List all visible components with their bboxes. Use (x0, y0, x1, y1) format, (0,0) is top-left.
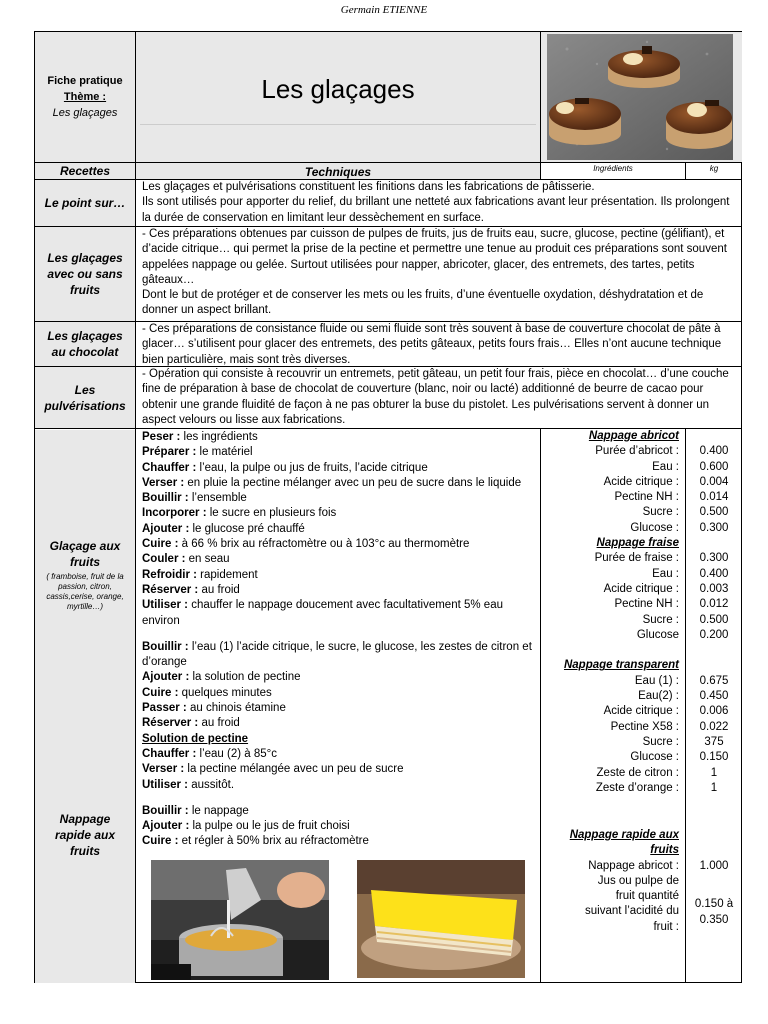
step-verb: Cuire : (142, 686, 179, 699)
step-line (142, 445, 535, 460)
author-name: Germain ETIENNE (340, 4, 428, 16)
fiche-cell (35, 32, 135, 162)
ingredient-qty: 0.022 (699, 720, 729, 733)
step-verb: Refroidir : (142, 568, 197, 581)
ingredient-name: Glucose : (630, 751, 679, 764)
ingredient-qty: 0.150 à 0.350 (694, 898, 734, 926)
step-verb: Ajouter : (142, 522, 190, 535)
ingredients-header: Ingrédients (593, 164, 633, 173)
recipe-labels-column (35, 430, 135, 983)
step-text: et régler à 50% brix au réfractomètre (178, 835, 369, 848)
ingredient-name: Purée d’abricot : (595, 445, 679, 458)
step-line (142, 686, 535, 701)
step-text: quelques minutes (178, 686, 272, 699)
ingredient-qty: 0.300 (699, 521, 729, 534)
glacage-label (35, 538, 135, 612)
step-verb: Utiliser : (142, 599, 189, 612)
step-text: le matériel (196, 446, 253, 459)
title-cell (136, 32, 540, 162)
ingredient-qty: 0.006 (699, 705, 729, 718)
step-text: la pulpe ou le jus de fruit choisi (189, 820, 350, 833)
step-verb: Bouillir : (142, 640, 189, 653)
ingredient-qty: 0.400 (699, 567, 729, 580)
step-verb: Utiliser : (142, 778, 189, 791)
step-text: l’eau, la pulpe ou jus de fruits, l’acide citrique (196, 461, 428, 474)
ingredient-name: Eau (1) : (634, 674, 679, 687)
ingredient-qty: 0.500 (699, 613, 729, 626)
step-verb: Réserver : (142, 583, 199, 596)
step-line (142, 747, 535, 762)
saucepan-photo-icon (151, 860, 329, 980)
quantities2-block (686, 859, 742, 928)
step-line (142, 506, 535, 521)
step-verb: Chauffer : (142, 747, 197, 760)
section-text: - Ces préparations de consistance fluide ou semi fluide sont très souvent à base de couverture chocolat de pâte à glacer… s’utilisent pour glacer des entremets, des petits gâteaux, petits fours frais… Elles n’ont aucune technique bien particulière, mais sont très diverses. (142, 323, 722, 366)
step-line (142, 461, 535, 476)
step-verb: Bouillir : (142, 804, 189, 817)
ingredient-name: Zeste d’orange : (595, 781, 679, 794)
techniques-header-cell (136, 163, 540, 179)
steps-glacage (136, 429, 541, 851)
ingredient-name: Pectine NH : (614, 598, 679, 611)
ingredient-name: Sucre : (642, 735, 679, 748)
ingredient-name: Sucre : (642, 506, 679, 519)
step-line (142, 640, 535, 671)
ingredient-qty: 0.400 (699, 445, 729, 458)
ingredient-name: Purée de fraise : (594, 552, 679, 565)
step-text: au froid (198, 717, 240, 730)
section-text: - Opération qui consiste à recouvrir un entremets, petit gâteau, un petit four frais, pièce en chocolat… d’une couche fine de préparation à base de chocolat de couverture (blanc, noir ou lacté) additionné de beurre de cacao pour obtenir une grande fluidité de façon à ne pas obturer la buse du pistolet. Les pulvérisations servent à donner un aspect velours ou lisse aux fabrications. (142, 368, 729, 426)
ingredients-header-cell (541, 163, 685, 179)
page-title: Les glaçages (261, 74, 415, 104)
section-label: Le point sur… (35, 180, 135, 226)
fiche-label: Fiche pratique (47, 75, 123, 87)
step-verb: Bouillir : (142, 492, 189, 505)
ingredient-name: Acide citrique : (603, 475, 679, 488)
step-line (142, 804, 535, 819)
step-line (142, 762, 535, 777)
ingredient-name: Pectine X58 : (610, 720, 679, 733)
theme-label: Thème : (63, 91, 107, 103)
ingredients-list (541, 429, 685, 796)
saucepan-photo (151, 860, 329, 980)
ingredient-name: Nappage abricot : (588, 859, 679, 872)
step-verb: Couler : (142, 553, 186, 566)
step-text: chauffer le nappage doucement avec facultativement 5% eau environ (142, 599, 503, 627)
ingredient-group-title: Nappage fraise (596, 537, 679, 550)
step-text: le glucose pré chauffé (189, 522, 305, 535)
ingredient-name: Glucose (636, 628, 679, 641)
theme-value: Les glaçages (52, 107, 118, 119)
tartlets-photo (541, 32, 742, 162)
step-text: rapidement (196, 568, 258, 581)
step-line (142, 476, 535, 491)
section-label: Les pulvérisations (35, 367, 135, 429)
step-text: aussitôt. (188, 778, 235, 791)
step-verb: Préparer : (142, 446, 197, 459)
kg-header: kg (709, 164, 719, 173)
step-line (142, 430, 535, 445)
ingredient-name: Acide citrique : (603, 705, 679, 718)
ingredient-name: Glucose : (630, 521, 679, 534)
ingredient-name: Sucre : (642, 613, 679, 626)
recettes-header-cell (35, 163, 135, 179)
step-text: l’eau (2) à 85°c (196, 747, 277, 760)
ingredient-name: Eau : (652, 460, 679, 473)
glacage-title: Glaçage aux fruits (49, 539, 121, 569)
step-line (142, 491, 535, 506)
ingredient-qty: 0.004 (699, 475, 729, 488)
step-verb: Cuire : (142, 835, 179, 848)
step-text: en seau (185, 553, 230, 566)
ingredient-qty: 0.012 (699, 598, 729, 611)
ingredients2-title: Nappage rapide aux fruits (569, 829, 679, 857)
step-verb: Peser : (142, 431, 181, 443)
ingredient-qty: 0.675 (699, 674, 729, 687)
step-line (142, 778, 535, 793)
step-line (142, 568, 535, 583)
recipe-sheet (34, 31, 742, 983)
ingredient-qty: 0.450 (699, 690, 729, 703)
tartlets-photo-icon (547, 34, 733, 160)
ingredient-qty: 1 (710, 781, 718, 794)
step-line (142, 537, 535, 552)
step-verb: Réserver : (142, 717, 199, 730)
glazed-cake-photo (357, 860, 525, 978)
techniques-header: Techniques (304, 165, 372, 179)
glacage-note: ( framboise, fruit de la passion, citron, cassis,cerise, orange, myrtille…) (46, 572, 124, 611)
ingredient-qty: 1.000 (699, 860, 729, 872)
ingredient-qty: 1 (710, 766, 718, 779)
kg-header-cell (686, 163, 742, 179)
step-verb: Passer : (142, 702, 187, 715)
pectine-title: Solution de pectine (142, 732, 249, 745)
section-label: Les glaçages au chocolat (35, 322, 135, 366)
step-line (142, 819, 535, 834)
ingredient-name: Pectine NH : (614, 491, 679, 504)
step-text: l’eau (1) l’acide citrique, le sucre, le glucose, les zestes de citron et d’orange (142, 640, 532, 669)
quantities-list (686, 429, 742, 796)
ingredient-name: Acide citrique : (603, 582, 679, 595)
step-text: la solution de pectine (189, 671, 301, 684)
ingredient-group-title: Nappage abricot (588, 430, 679, 442)
ingredient-qty: 0.003 (699, 582, 729, 595)
step-line (142, 670, 535, 685)
step-line (142, 583, 535, 598)
step-line (142, 552, 535, 567)
step-verb: Incorporer : (142, 507, 207, 520)
section-text: Les glaçages et pulvérisations constituent les finitions dans les fabrications de pâtisserie. Ils sont utilisés pour apporter du relief, du brillant une netteté aux fabrications avant leur présentation. Ils prolongent la durée de conservation en limitant leur dessèchement en surface. (142, 181, 730, 224)
step-text: les ingrédients (180, 431, 258, 443)
step-text: l’ensemble (188, 492, 247, 505)
step-text: le nappage (188, 804, 249, 817)
step-verb: Verser : (142, 763, 185, 776)
section-label: Les glaçages avec ou sans fruits (35, 227, 135, 321)
step-verb: Chauffer : (142, 461, 197, 474)
ingredient-name: Jus ou pulpe de fruit quantité suivant l’acidité du fruit : (585, 874, 679, 933)
step-text: le sucre en plusieurs fois (206, 507, 337, 520)
step-line (142, 598, 535, 629)
step-text: au froid (198, 583, 240, 596)
ingredient-qty: 0.200 (699, 628, 729, 641)
ingredient-qty: 0.300 (699, 552, 729, 565)
ingredient-qty: 0.150 (699, 751, 729, 764)
step-line (142, 522, 535, 537)
glazed-cake-photo-icon (357, 860, 525, 978)
step-line (142, 701, 535, 716)
step-verb: Ajouter : (142, 671, 190, 684)
ingredient-name: Zeste de citron : (596, 766, 679, 779)
step-text: au chinois étamine (186, 702, 286, 715)
step-text: à 66 % brix au réfractomètre ou à 103°c au thermomètre (178, 538, 470, 551)
step-text: en pluie la pectine mélanger avec un peu de sucre dans le liquide (184, 476, 522, 489)
ingredient-group-title: Nappage transparent (563, 659, 679, 672)
ingredient-qty: 0.500 (699, 506, 729, 519)
step-verb: Cuire : (142, 538, 179, 551)
ingredient-name: Eau(2) : (638, 690, 679, 703)
step-line (142, 716, 535, 731)
step-line (142, 834, 535, 849)
ingredient-qty: 375 (704, 735, 724, 748)
section-text: - Ces préparations obtenues par cuisson de pulpes de fruits, jus de fruits eau, sucre, glucose, pectine (gélifiant), et d’acide citrique… qui permet la prise de la pectine et permettre une tenue au produit ces préparations sont souvent appelées nappage ou gelée. Surtout utilisées pour napper, abricoter, glacer, des entremets, des tartes, petits gâteaux… Dont le but de protéger et de conserver les mets ou les fruits, d’une éventuelle oxydation, déshydratation et de donner un aspect brillant. (142, 228, 727, 317)
step-text: la pectine mélangée avec un peu de sucre (184, 763, 404, 776)
step-verb: Verser : (142, 476, 185, 489)
nappage-label: Nappage rapide aux fruits (54, 812, 116, 858)
ingredient-qty: 0.014 (699, 491, 729, 504)
step-verb: Ajouter : (142, 820, 190, 833)
ingredient-qty: 0.600 (699, 460, 729, 473)
ingredient-name: Eau : (652, 567, 679, 580)
ingredients2-block (541, 828, 685, 935)
recettes-header: Recettes (59, 164, 111, 178)
